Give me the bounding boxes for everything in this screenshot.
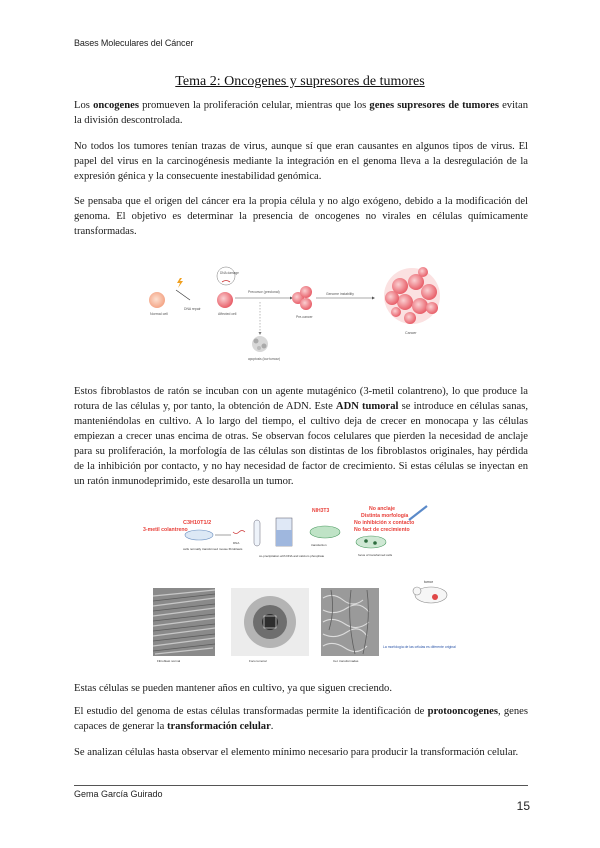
paragraph-minimal-element: Se analizan células hasta observar el elemento mínimo necesario para producir la transformación celular. (74, 747, 519, 758)
label-3mc: 3-metil colantreno (143, 527, 188, 533)
text: . (270, 721, 274, 732)
label-transfection: transfection (311, 543, 327, 547)
normal-cell (149, 292, 165, 308)
paragraph-culture: Estas células se pueden mantener años en cultivo, ya que siguen creciendo. (74, 683, 392, 694)
footer-divider (74, 785, 528, 786)
term-cell-transformation: transformación celular (166, 721, 271, 732)
culture-dish (356, 536, 386, 548)
test-tube (254, 520, 260, 546)
paragraph-protooncogenes (74, 704, 528, 734)
focus-spot (373, 541, 377, 545)
term-protooncogenes: protooncogenes (427, 706, 498, 717)
text: promueven la proliferación celular, mientras que los (138, 100, 370, 111)
figure-carcinogenesis-diagram (140, 252, 460, 374)
term-tumor-suppressors: genes supresores de tumores (369, 100, 499, 111)
label-pre-cancer: Pre-cancer (296, 315, 313, 319)
text: , genes capaces de generar la (74, 706, 529, 732)
cancer-cell-mass (384, 267, 440, 324)
micrograph-transformed (321, 588, 379, 656)
label-img2: Foco tumoral (249, 659, 267, 663)
label-cancer: Cancer (405, 331, 417, 335)
term-oncogenes: oncogenes (93, 100, 139, 111)
term-tumor-dna: ADN tumoral (335, 401, 399, 412)
focus-spot (364, 539, 368, 543)
feature-no-anchorage: No anclaje (369, 506, 395, 512)
culture-dish (185, 530, 213, 540)
pre-cancer-cell (300, 298, 312, 310)
affected-cell (217, 292, 233, 308)
label-img3: Cel. transformadas (333, 659, 359, 663)
arrow-line (176, 290, 190, 300)
apoptotic-cell (252, 336, 268, 352)
dna-strand-icon (222, 281, 230, 283)
label-tumor: tumor (424, 580, 433, 584)
dna-damage-bubble (217, 267, 235, 285)
feature-morphology: Distinta morfología (361, 513, 409, 519)
label-dna-damage: DNA damage (220, 271, 239, 275)
label-apoptosis: apoptosis (low tumour) (248, 357, 281, 361)
pre-cancer-cell (300, 286, 312, 298)
feature-growth-factor: No fact de crecimiento (354, 527, 410, 533)
text: Los (74, 100, 94, 111)
page-title: Tema 2: Oncogenes y supresores de tumores (175, 74, 425, 89)
footer-author: Gema García Guirado (74, 789, 163, 799)
label-dna-repair: DNA repair (184, 307, 201, 311)
culture-dish (310, 526, 340, 538)
text: Estos fibroblastos de ratón se incuban con un agente mutagénico (3-metil colantreno), lo que produce la rotura de las células y, por tanto, la obtención de ADN. Este (74, 386, 528, 412)
micrograph-normal (153, 588, 215, 656)
label-step1: cells normally transformed mouse fibroblasts (183, 547, 243, 551)
paragraph-virus: No todos los tumores tenían trazas de virus, aunque sí que eran causantes en algunos tipos de virus. El papel del virus en la carcinogénesis mediante la integración en el genoma lleva a la desregulación de la expresión génica y la consecuente inestabilidad genómica. (74, 141, 528, 182)
figure-transfection-experiment (141, 500, 459, 664)
label-affected-cell: Affected cell (218, 312, 237, 316)
paragraph-fibroblasts (74, 384, 528, 489)
running-header: Bases Moleculares del Cáncer (74, 38, 194, 48)
label-nih3t3: NIH3T3 (312, 508, 330, 514)
label-normal-cell: Normal cell (150, 312, 168, 316)
feature-contact-inhibition: No inhibición x contacto (354, 520, 415, 526)
label-cell-line: C3H10T1/2 (183, 520, 212, 526)
label-coprecipitation: co-precipitation with DNA and calcium phosphate (259, 554, 325, 558)
arrow-head (372, 297, 375, 300)
label-precursor: Precursor (preclonal) (248, 290, 280, 294)
label-genome-instability: Genome instability (326, 292, 354, 296)
text: evitan la división descontrolada. (74, 100, 528, 126)
text: El estudio del genoma de estas células transformadas permite la identificación de (74, 706, 428, 717)
paragraph-oncogenes (74, 98, 528, 128)
page-number: 15 (516, 799, 530, 813)
figure-caption: La morfología de las células es diferente original (383, 645, 456, 649)
text: se introduce en células sanas, manteniéndolas en cultivo. A lo largo del tiempo, el cultivo deja de crecer en monocapa y las células empiezan a crecer unas encima de otras. Se observan focos celulares que pierden la necesidad de anclaje para su proliferación, la morfología de las células son distintas de los fibroblastos originales, hay pérdida de la inhibición por contacto, y no hay necesidad de factor de crecimiento. Si estas células se inyectan en un ratón inmunodeprimido, este desarolla un tumor. (74, 401, 528, 487)
micrograph-focus (231, 588, 309, 656)
lightning-icon (177, 278, 183, 288)
arrow-head (259, 332, 262, 335)
beaker-liquid (276, 530, 292, 546)
paragraph-origin: Se pensaba que el origen del cáncer era la propia célula y no algo exógeno, debido a la modificación del genoma. El objetivo es determinar la presencia de oncogenes no virales en células químicamente transformadas. (74, 196, 528, 237)
label-focus: focus of transformed cells (358, 553, 393, 557)
label-dna: DNA (233, 541, 240, 545)
label-img1: Fibroblast normal (157, 659, 181, 663)
